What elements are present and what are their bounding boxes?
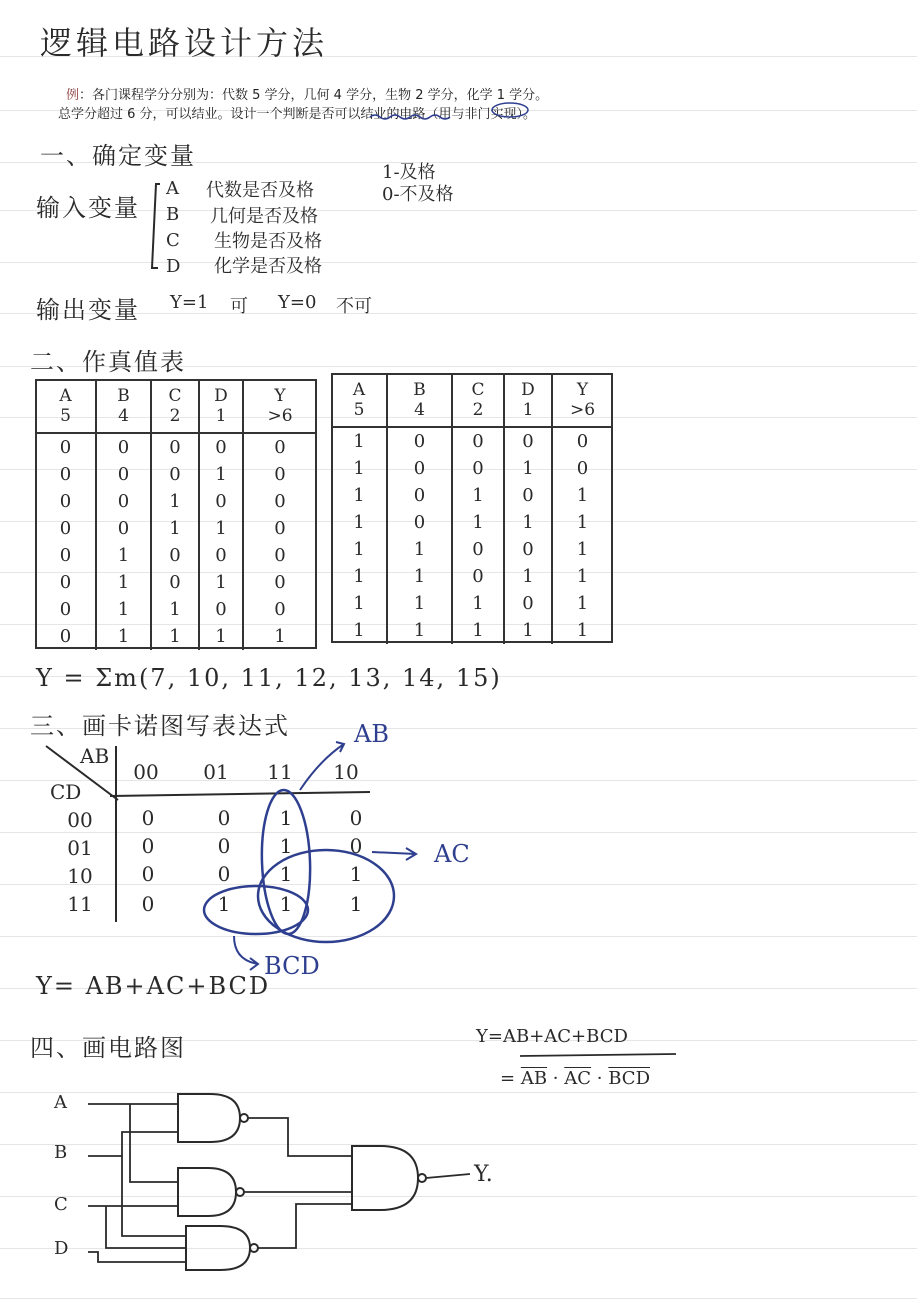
expression-nand: = $\overline{AB} \cdot \overline{AC} \cdot \overline{BCD}$ (500, 1068, 651, 1089)
table-cell: 0 (59, 572, 72, 593)
arrow-ac (372, 848, 416, 860)
table-cell: 0 (504, 482, 552, 509)
header-c: C 2 (151, 380, 199, 433)
kmap-cell: 0 (217, 834, 231, 858)
table-cell: 1 (96, 542, 151, 569)
group-ac-loop (258, 850, 394, 942)
kmap-top-axis (110, 792, 370, 796)
arrow-ab (300, 742, 344, 790)
nand-gate-2-bubble (236, 1188, 244, 1196)
header-y: Y >6 (552, 374, 612, 427)
table-cell: 1 (452, 509, 504, 536)
legend-fail: 0-不及格 (382, 184, 454, 205)
table-left-border (36, 380, 316, 648)
table-cell: 1 (353, 593, 365, 614)
kmap-cell: 0 (141, 834, 155, 858)
output-y1-desc: 可 (230, 296, 248, 317)
table-right-border (332, 374, 612, 642)
table-cell: 1 (151, 623, 199, 650)
header-b: B 4 (387, 374, 452, 427)
table-cell: 0 (243, 515, 316, 542)
table-cell: 1 (151, 515, 199, 542)
table-cell: 0 (504, 427, 552, 455)
kmap-row-label: 11 (67, 892, 93, 916)
table-cell: 1 (504, 617, 552, 644)
kmap-cell: 1 (349, 892, 363, 916)
table-cell: 0 (243, 461, 316, 488)
table-cell: 0 (387, 427, 452, 455)
table-cell: 0 (96, 488, 151, 515)
section-2-heading: 二、作真值表 (30, 348, 186, 376)
table-cell: 0 (151, 461, 199, 488)
table-cell: 1 (353, 458, 365, 479)
table-cell: 1 (199, 515, 243, 542)
page-title: 逻辑电路设计方法 (40, 24, 329, 62)
kmap-diagonal (46, 746, 118, 800)
example-prefix: 例 (66, 88, 80, 103)
section-3-heading: 三、画卡诺图写表达式 (30, 712, 290, 740)
table-cell: 1 (552, 509, 612, 536)
kmap-cell: 0 (349, 834, 363, 858)
table-cell: 1 (151, 488, 199, 515)
kmap-col-label: 00 (133, 760, 159, 784)
simplified-expression: Y= AB+AC+BCD (36, 972, 271, 1000)
table-cell: 0 (59, 599, 72, 620)
table-cell: 1 (452, 482, 504, 509)
table-cell: 0 (199, 433, 243, 461)
table-cell: 1 (243, 623, 316, 650)
output-y1: Y=1 (170, 292, 209, 313)
header-a: A 5 (36, 380, 96, 433)
kmap-row-label: 10 (67, 864, 93, 888)
table-cell: 1 (199, 623, 243, 650)
problem-text-1: ：各门课程学分分别为：代数 5 学分，几何 4 学分，生物 2 学分，化学 1 学分。 (79, 88, 549, 103)
table-cell: 0 (243, 488, 316, 515)
table-cell: 1 (387, 617, 452, 644)
circuit-input-b: B (54, 1142, 68, 1163)
table-cell: 1 (353, 539, 365, 560)
table-cell: 0 (504, 590, 552, 617)
group-label-ab: AB (354, 720, 389, 748)
output-variable-label: 输出变量 (36, 296, 140, 324)
kmap-cell: 0 (141, 892, 155, 916)
circuit-input-a: A (54, 1092, 67, 1113)
table-cell: 1 (452, 617, 504, 644)
table-cell: 0 (452, 455, 504, 482)
table-cell: 0 (151, 542, 199, 569)
group-label-bcd: BCD (264, 952, 320, 980)
input-desc-a: 代数是否及格 (206, 180, 314, 201)
table-cell: 0 (243, 569, 316, 596)
table-cell: 0 (151, 569, 199, 596)
input-var-a: A (166, 178, 179, 199)
nand-gate-3 (186, 1226, 250, 1270)
table-cell: 0 (59, 545, 72, 566)
kmap-cell: 1 (217, 892, 231, 916)
table-cell: 0 (387, 455, 452, 482)
input-variables-label: 输入变量 (36, 194, 140, 222)
kmap-col-label: 01 (203, 760, 229, 784)
nand-gate-output-bubble (418, 1174, 426, 1182)
header-b: B 4 (96, 380, 151, 433)
output-y0: Y=0 (278, 292, 317, 313)
input-desc-d: 化学是否及格 (214, 256, 322, 277)
group-ab-loop (260, 789, 313, 935)
kmap-cell: 1 (279, 834, 293, 858)
table-cell: 0 (452, 427, 504, 455)
table-cell: 0 (243, 596, 316, 623)
circuit-wires (88, 1104, 470, 1262)
table-cell: 0 (59, 518, 72, 539)
kmap-cell: 1 (349, 862, 363, 886)
table-cell: 1 (96, 623, 151, 650)
table-cell: 0 (243, 433, 316, 461)
table-cell: 1 (353, 485, 365, 506)
table-cell: 0 (96, 515, 151, 542)
table-cell: 0 (552, 427, 612, 455)
table-cell: 0 (387, 509, 452, 536)
section-4-heading: 四、画电路图 (30, 1034, 186, 1062)
kmap-cell: 0 (217, 862, 231, 886)
table-cell: 1 (387, 536, 452, 563)
kmap-row-var: CD (50, 780, 82, 804)
kmap-col-label: 10 (333, 760, 359, 784)
nand-gate-2 (178, 1168, 236, 1216)
table-cell: 1 (504, 509, 552, 536)
circuit-input-c: C (54, 1194, 68, 1215)
table-cell: 0 (59, 626, 72, 647)
header-d: D 1 (504, 374, 552, 427)
table-cell: 1 (353, 512, 365, 533)
term-bcd: $\overline{BCD}$ (608, 1068, 651, 1089)
kmap-cell: 0 (217, 806, 231, 830)
header-a: A 5 (332, 374, 387, 427)
table-cell: 1 (504, 455, 552, 482)
kmap-cell: 1 (279, 892, 293, 916)
table-cell: 1 (552, 563, 612, 590)
table-cell: 1 (552, 590, 612, 617)
table-cell: 0 (504, 536, 552, 563)
kmap-col-label: 11 (267, 760, 293, 784)
kmap-cell: 1 (279, 806, 293, 830)
kmap-row-label: 00 (67, 808, 93, 832)
header-d: D 1 (199, 380, 243, 433)
table-cell: 1 (353, 620, 365, 641)
table-cell: 0 (59, 464, 72, 485)
kmap-row-label: 01 (67, 836, 93, 860)
input-var-b: B (166, 204, 180, 225)
problem-line-2: 总学分超过 6 分，可以结业。设计一个判断是否可以结业的电路（用与非门实现）。 (58, 107, 537, 122)
nand-gate-3-bubble (250, 1244, 258, 1252)
output-y0-desc: 不可 (336, 296, 372, 317)
arrow-bcd (234, 936, 258, 970)
table-cell: 0 (151, 433, 199, 461)
table-cell: 1 (504, 563, 552, 590)
kmap-cell: 0 (349, 806, 363, 830)
term-ab: $\overline{AB}$ (520, 1068, 548, 1089)
input-desc-b: 几何是否及格 (210, 206, 318, 227)
table-cell: 1 (353, 566, 365, 587)
input-var-c: C (166, 230, 180, 251)
circle-mark (492, 103, 528, 117)
table-cell: 0 (199, 542, 243, 569)
table-cell: 0 (96, 433, 151, 461)
table-cell: 0 (452, 563, 504, 590)
table-cell: 0 (96, 461, 151, 488)
table-cell: 0 (243, 542, 316, 569)
minterm-expression: Y = Σm(7, 10, 11, 12, 13, 14, 15) (36, 664, 502, 692)
kmap-cell: 0 (141, 862, 155, 886)
input-bracket (152, 184, 160, 268)
expression-sum: Y=AB+AC+BCD (476, 1026, 628, 1047)
table-cell: 1 (151, 596, 199, 623)
kmap-col-var: AB (80, 744, 110, 768)
legend-pass: 1-及格 (382, 162, 436, 183)
nand-gate-1-bubble (240, 1114, 248, 1122)
table-cell: 0 (59, 437, 72, 458)
table-cell: 1 (96, 596, 151, 623)
table-cell: 1 (353, 431, 365, 452)
table-cell: 1 (96, 569, 151, 596)
term-ac: $\overline{AC}$ (564, 1068, 592, 1089)
kmap-cell: 1 (279, 862, 293, 886)
table-cell: 0 (199, 488, 243, 515)
table-cell: 0 (452, 536, 504, 563)
group-bcd-loop (204, 886, 308, 934)
table-cell: 1 (552, 617, 612, 644)
table-cell: 1 (199, 461, 243, 488)
table-cell: 0 (59, 491, 72, 512)
table-cell: 1 (552, 536, 612, 563)
wavy-underline (370, 115, 450, 119)
table-cell: 1 (199, 569, 243, 596)
header-y: Y >6 (243, 380, 316, 433)
table-cell: 0 (552, 455, 612, 482)
table-cell: 1 (452, 590, 504, 617)
table-cell: 0 (387, 482, 452, 509)
nand-gate-1 (178, 1094, 240, 1142)
circuit-output-y: Y. (474, 1162, 493, 1187)
header-c: C 2 (452, 374, 504, 427)
nand-gate-output (352, 1146, 418, 1210)
group-label-ac: AC (434, 840, 470, 868)
input-desc-c: 生物是否及格 (214, 231, 322, 252)
section-1-heading: 一、确定变量 (40, 142, 196, 170)
input-var-d: D (166, 256, 181, 277)
expression-overline (520, 1054, 676, 1056)
kmap-cell: 0 (141, 806, 155, 830)
table-cell: 1 (387, 563, 452, 590)
circuit-input-d: D (54, 1238, 69, 1259)
table-cell: 0 (199, 596, 243, 623)
table-cell: 1 (552, 482, 612, 509)
table-cell: 1 (387, 590, 452, 617)
